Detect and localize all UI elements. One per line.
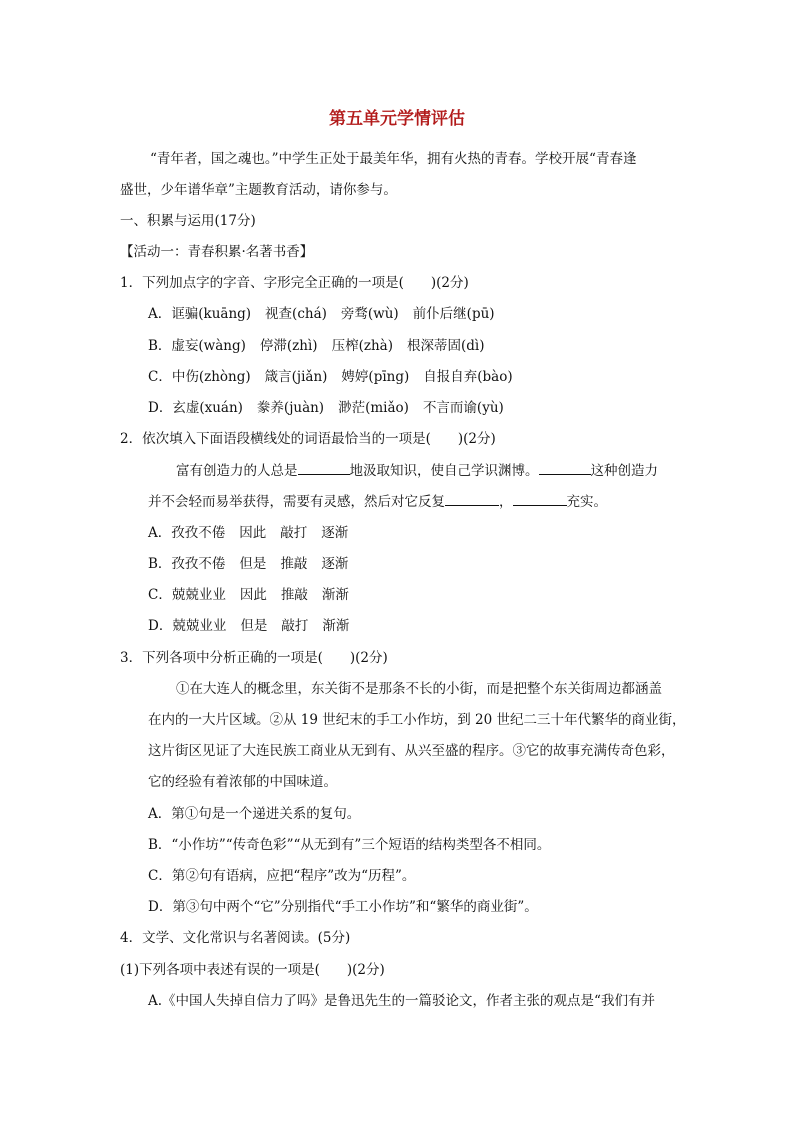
question-3-passage-line-2: 在内的一大片区域。②从 19 世纪末的手工小作坊，到 20 世纪二三十年代繁华的商业街， bbox=[148, 712, 686, 728]
question-3-option-c: C．第②句有语病，应把“程序”改为“历程”。 bbox=[148, 868, 416, 884]
option-text: 但是 bbox=[240, 618, 268, 634]
question-4-stem: 4．文学、文化常识与名著阅读。(5分) bbox=[120, 930, 351, 946]
question-2-passage-line-1 bbox=[176, 459, 658, 479]
question-2-option-b bbox=[148, 552, 362, 572]
option-text: C．兢兢业业 bbox=[148, 587, 226, 603]
option-text: 旁骛(wù) bbox=[340, 306, 399, 322]
passage-text: 地汲取知识，使自己学识渊博。 bbox=[349, 463, 539, 479]
option-text: 推敲 bbox=[280, 556, 308, 572]
option-text: 根深蒂固(dì) bbox=[406, 338, 485, 354]
option-text: 前仆后继(pū) bbox=[412, 306, 495, 322]
question-2-option-d bbox=[148, 614, 363, 634]
fill-blank-2 bbox=[539, 460, 591, 475]
option-text: 不言而谕(yù) bbox=[422, 400, 504, 416]
fill-blank-4 bbox=[513, 491, 567, 506]
question-4-option-a: A.《中国人失掉自信力了吗》是鲁迅先生的一篇驳论文，作者主张的观点是“我们有并 bbox=[148, 993, 655, 1009]
intro-line-1: “青年者，国之魂也。”中学生正处于最美年华，拥有火热的青春。学校开展“青春逢 bbox=[150, 151, 637, 167]
option-text: 豢养(juàn) bbox=[256, 400, 325, 416]
activity-heading: 【活动一：青春积累·名著书香】 bbox=[120, 244, 314, 260]
question-3-stem: 3．下列各项中分析正确的一项是( )(2分) bbox=[120, 650, 388, 666]
option-text: 敲打 bbox=[280, 525, 308, 541]
question-1-option-d bbox=[148, 396, 518, 416]
option-text: 敲打 bbox=[281, 618, 309, 634]
fill-blank-3 bbox=[445, 491, 499, 506]
option-text: B．孜孜不倦 bbox=[148, 556, 226, 572]
passage-text: 这种创造力 bbox=[590, 463, 658, 479]
question-3-option-b: B．“小作坊”“传奇色彩”“从无到有”三个短语的结构类型各不相同。 bbox=[148, 837, 551, 853]
option-text: 箴言(jiǎn) bbox=[264, 369, 328, 385]
passage-text: 富有创造力的人总是 bbox=[176, 463, 298, 479]
question-3-passage-line-3: 这片街区见证了大连民族工商业从无到有、从兴至盛的程序。③它的故事充满传奇色彩， bbox=[148, 743, 675, 759]
question-3-passage-line-4: 它的经验有着浓郁的中国味道。 bbox=[148, 774, 337, 790]
option-text: A．孜孜不倦 bbox=[148, 525, 226, 541]
passage-text: 并不会轻而易举获得，需要有灵感，然后对它反复 bbox=[148, 494, 445, 510]
option-text: A．诓骗(kuāng) bbox=[148, 306, 252, 322]
option-text: 停滞(zhì) bbox=[259, 338, 318, 354]
question-1-stem: 1．下列加点字的字音、字形完全正确的一项是( )(2分) bbox=[120, 275, 469, 291]
question-2-passage-line-2 bbox=[148, 490, 607, 510]
option-text: 但是 bbox=[239, 556, 267, 572]
option-text: B．虚妄(wàng) bbox=[148, 338, 246, 354]
option-text: D．玄虚(xuán) bbox=[148, 400, 243, 416]
question-2-option-c bbox=[148, 583, 363, 603]
option-text: 逐渐 bbox=[321, 556, 349, 572]
question-1-option-c bbox=[148, 365, 527, 385]
question-3-option-a: A．第①句是一个递进关系的复句。 bbox=[148, 806, 361, 822]
section-heading: 一、积累与运用(17分) bbox=[120, 213, 256, 229]
question-1-option-a bbox=[148, 302, 509, 322]
option-text: C．中伤(zhòng) bbox=[148, 369, 251, 385]
question-2-option-a bbox=[148, 521, 362, 541]
option-text: 自报自弃(bào) bbox=[423, 369, 513, 385]
intro-line-2: 盛世，少年谱华章”主题教育活动，请你参与。 bbox=[120, 182, 397, 198]
option-text: 逐渐 bbox=[321, 525, 349, 541]
question-4-sub-1: (1)下列各项中表述有误的一项是( )(2分) bbox=[120, 962, 385, 978]
question-3-option-d: D．第③句中两个“它”分别指代“手工小作坊”和“繁华的商业街”。 bbox=[148, 899, 538, 915]
passage-text: 充实。 bbox=[566, 494, 607, 510]
option-text: 娉婷(pīng) bbox=[341, 369, 410, 385]
option-text: 因此 bbox=[239, 587, 267, 603]
option-text: 因此 bbox=[239, 525, 267, 541]
fill-blank-1 bbox=[298, 460, 350, 475]
question-2-stem: 2．依次填入下面语段横线处的词语最恰当的一项是( )(2分) bbox=[120, 431, 496, 447]
question-1-option-b bbox=[148, 334, 498, 354]
option-text: 渺茫(miǎo) bbox=[338, 400, 409, 416]
option-text: 视查(chá) bbox=[265, 306, 327, 322]
page-title: 第五单元学情评估 bbox=[329, 109, 465, 129]
passage-text: ， bbox=[499, 494, 513, 510]
question-3-passage-line-1: ①在大连人的概念里，东关街不是那条不长的小街，而是把整个东关街周边都涵盖 bbox=[176, 681, 662, 697]
option-text: 压榨(zhà) bbox=[331, 338, 393, 354]
option-text: 渐渐 bbox=[322, 618, 350, 634]
option-text: D．兢兢业业 bbox=[148, 618, 227, 634]
option-text: 推敲 bbox=[280, 587, 308, 603]
option-text: 渐渐 bbox=[321, 587, 349, 603]
